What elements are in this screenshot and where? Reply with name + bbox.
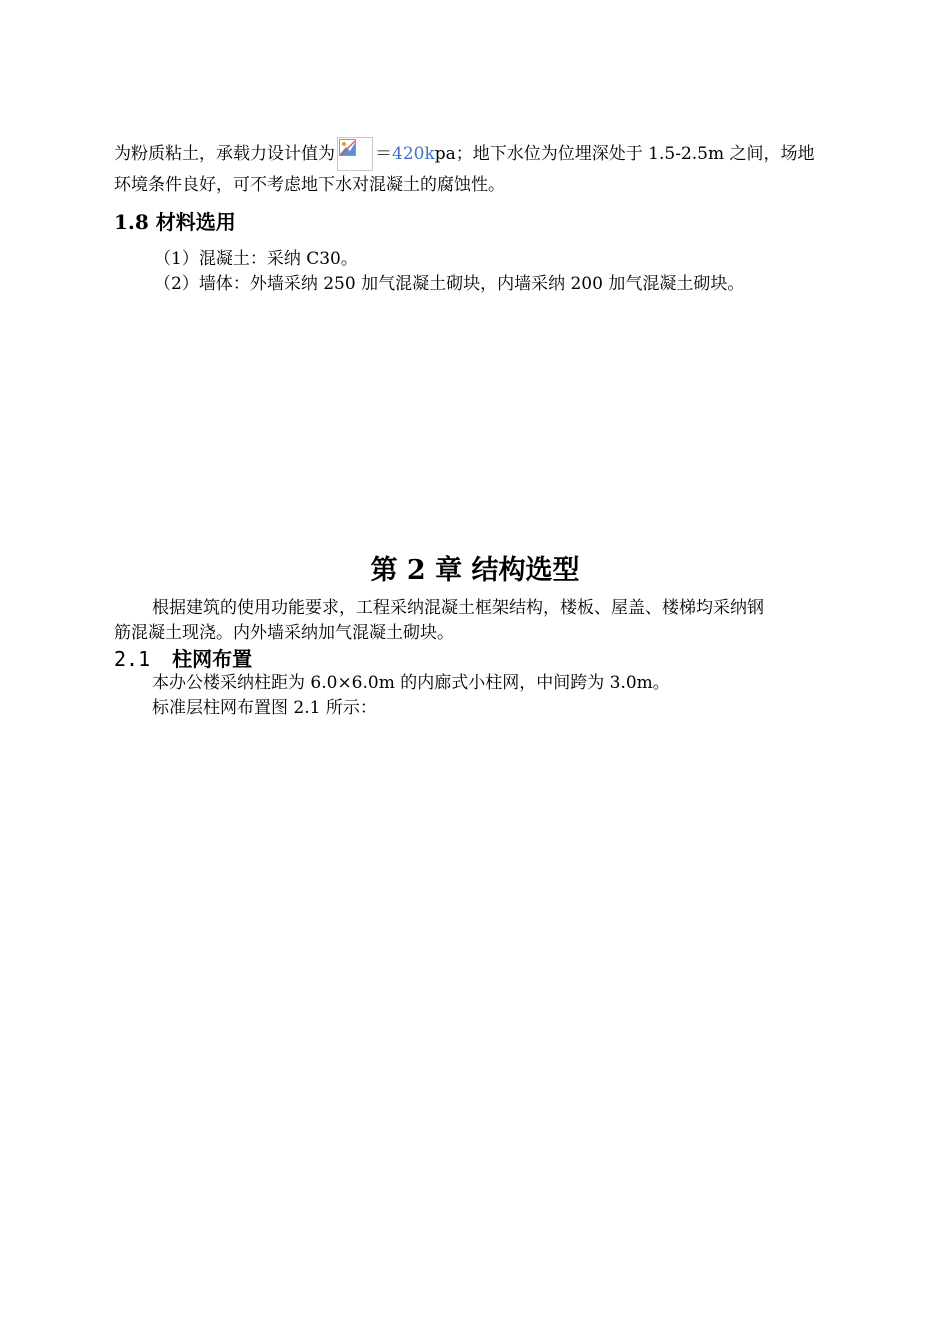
section-heading [114,646,252,672]
paragraph-line: 标准层柱网布置图 2.1 所示： [152,698,377,718]
list-item: （2）墙体：外墙采纳 250 加气混凝土砌块，内墙采纳 200 加气混凝土砌块。 [154,274,745,294]
section-title: 柱网布置 [172,647,253,671]
text-span: 为粉质粘土，承载力设计值为 [114,144,335,164]
text-span: pa；地下水位为位埋深处于 1.5-2.5m 之间，场地 [434,144,815,164]
paragraph-line: 环境条件良好，可不考虑地下水对混凝土的腐蚀性。 [114,175,505,195]
list-item: （1）混凝土：采纳 C30。 [154,249,358,269]
paragraph-line: 本办公楼采纳柱距为 6.0×6.0m 的内廊式小柱网，中间跨为 3.0m。 [152,673,670,693]
paragraph-line [114,137,815,171]
chapter-title: 第 2 章 结构选型 [370,555,580,586]
text-span: ＝ [375,144,392,164]
bearing-value: 420k [392,144,435,164]
section-heading: 1.8 材料选用 [114,210,236,234]
broken-image-icon [337,137,373,171]
paragraph-line: 筋混凝土现浇。内外墙采纳加气混凝土砌块。 [114,623,454,643]
section-number: 2.1 [114,647,151,671]
paragraph-line: 根据建筑的使用功能要求，工程采纳混凝土框架结构，楼板、屋盖、楼梯均采纳钢 [152,598,764,618]
